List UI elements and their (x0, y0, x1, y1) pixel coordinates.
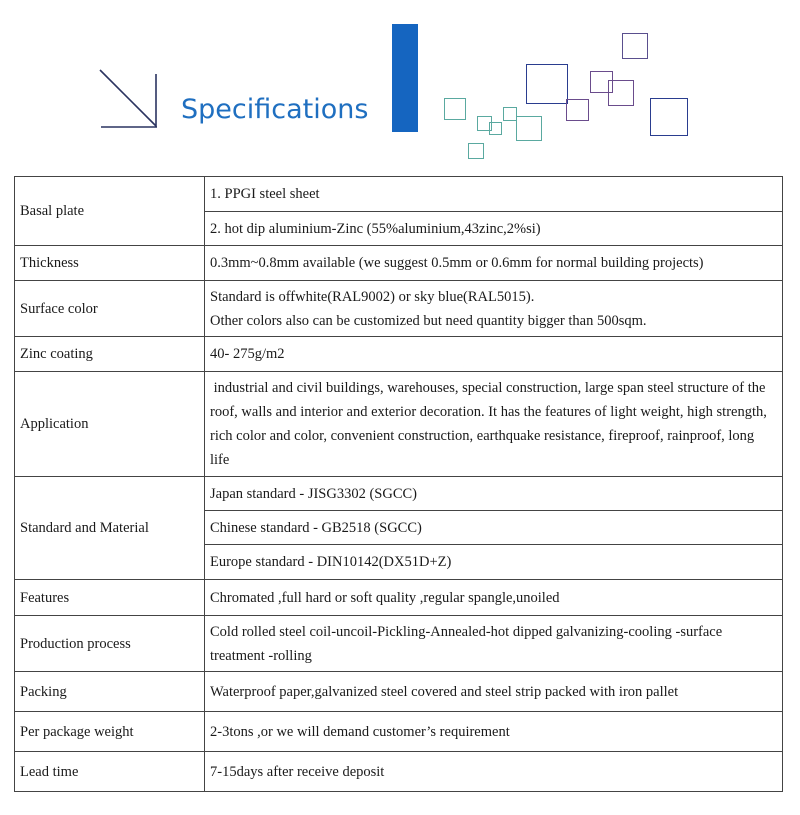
decorative-square (516, 116, 542, 141)
row-label: Packing (15, 672, 205, 712)
table-row (15, 177, 783, 212)
table-row (15, 712, 783, 752)
table-row (15, 580, 783, 616)
row-label: Zinc coating (15, 337, 205, 372)
decorative-square (622, 33, 648, 59)
row-value: 2. hot dip aluminium-Zinc (55%aluminium,43zinc,2%si) (205, 212, 783, 246)
row-label: Surface color (15, 281, 205, 337)
specifications-table (14, 176, 783, 792)
table-row (15, 372, 783, 477)
row-value: Europe standard - DIN10142(DX51D+Z) (205, 545, 783, 580)
row-value: 40- 275g/m2 (205, 337, 783, 372)
row-label: Production process (15, 616, 205, 672)
table-row (15, 672, 783, 712)
row-value: Chinese standard - GB2518 (SGCC) (205, 511, 783, 545)
row-label: Lead time (15, 752, 205, 792)
table-row (15, 281, 783, 337)
row-label: Per package weight (15, 712, 205, 752)
page-title: Specifications (181, 94, 369, 125)
row-value: 2-3tons ,or we will demand customer’s requirement (205, 712, 783, 752)
table-row (15, 477, 783, 511)
row-label: Basal plate (15, 177, 205, 246)
row-value: industrial and civil buildings, warehouses, special construction, large span steel structure of the roof, walls and interior and exterior decoration. It has the features of light weight, high strength, rich color and color, convenient construction, earthquake resistance, fireproof, rainproof, long life (205, 372, 783, 477)
row-label: Features (15, 580, 205, 616)
row-value: 7-15days after receive deposit (205, 752, 783, 792)
decorative-square (608, 80, 634, 106)
decorative-square (468, 143, 484, 159)
row-value: 0.3mm~0.8mm available (we suggest 0.5mm or 0.6mm for normal building projects) (205, 246, 783, 281)
row-value: Cold rolled steel coil-uncoil-Pickling-Annealed-hot dipped galvanizing-cooling -surface treatment -rolling (205, 616, 783, 672)
decorative-square (444, 98, 466, 120)
header (0, 0, 800, 170)
decorative-square (526, 64, 568, 104)
table-row (15, 752, 783, 792)
row-value: Standard is offwhite(RAL9002) or sky blue(RAL5015). Other colors also can be customized but need quantity bigger than 500sqm. (205, 281, 783, 337)
arrow-down-right-icon (98, 68, 160, 130)
row-label: Standard and Material (15, 477, 205, 580)
row-value: Japan standard - JISG3302 (SGCC) (205, 477, 783, 511)
row-label: Application (15, 372, 205, 477)
row-value: Waterproof paper,galvanized steel covered and steel strip packed with iron pallet (205, 672, 783, 712)
decorative-square (489, 122, 502, 135)
decorative-square (503, 107, 517, 121)
decorative-blue-bar (392, 24, 418, 132)
row-label: Thickness (15, 246, 205, 281)
decorative-square (566, 99, 589, 121)
table-row (15, 246, 783, 281)
table-row (15, 337, 783, 372)
row-value: 1. PPGI steel sheet (205, 177, 783, 212)
table-row (15, 616, 783, 672)
decorative-square (650, 98, 688, 136)
row-value: Chromated ,full hard or soft quality ,regular spangle,unoiled (205, 580, 783, 616)
